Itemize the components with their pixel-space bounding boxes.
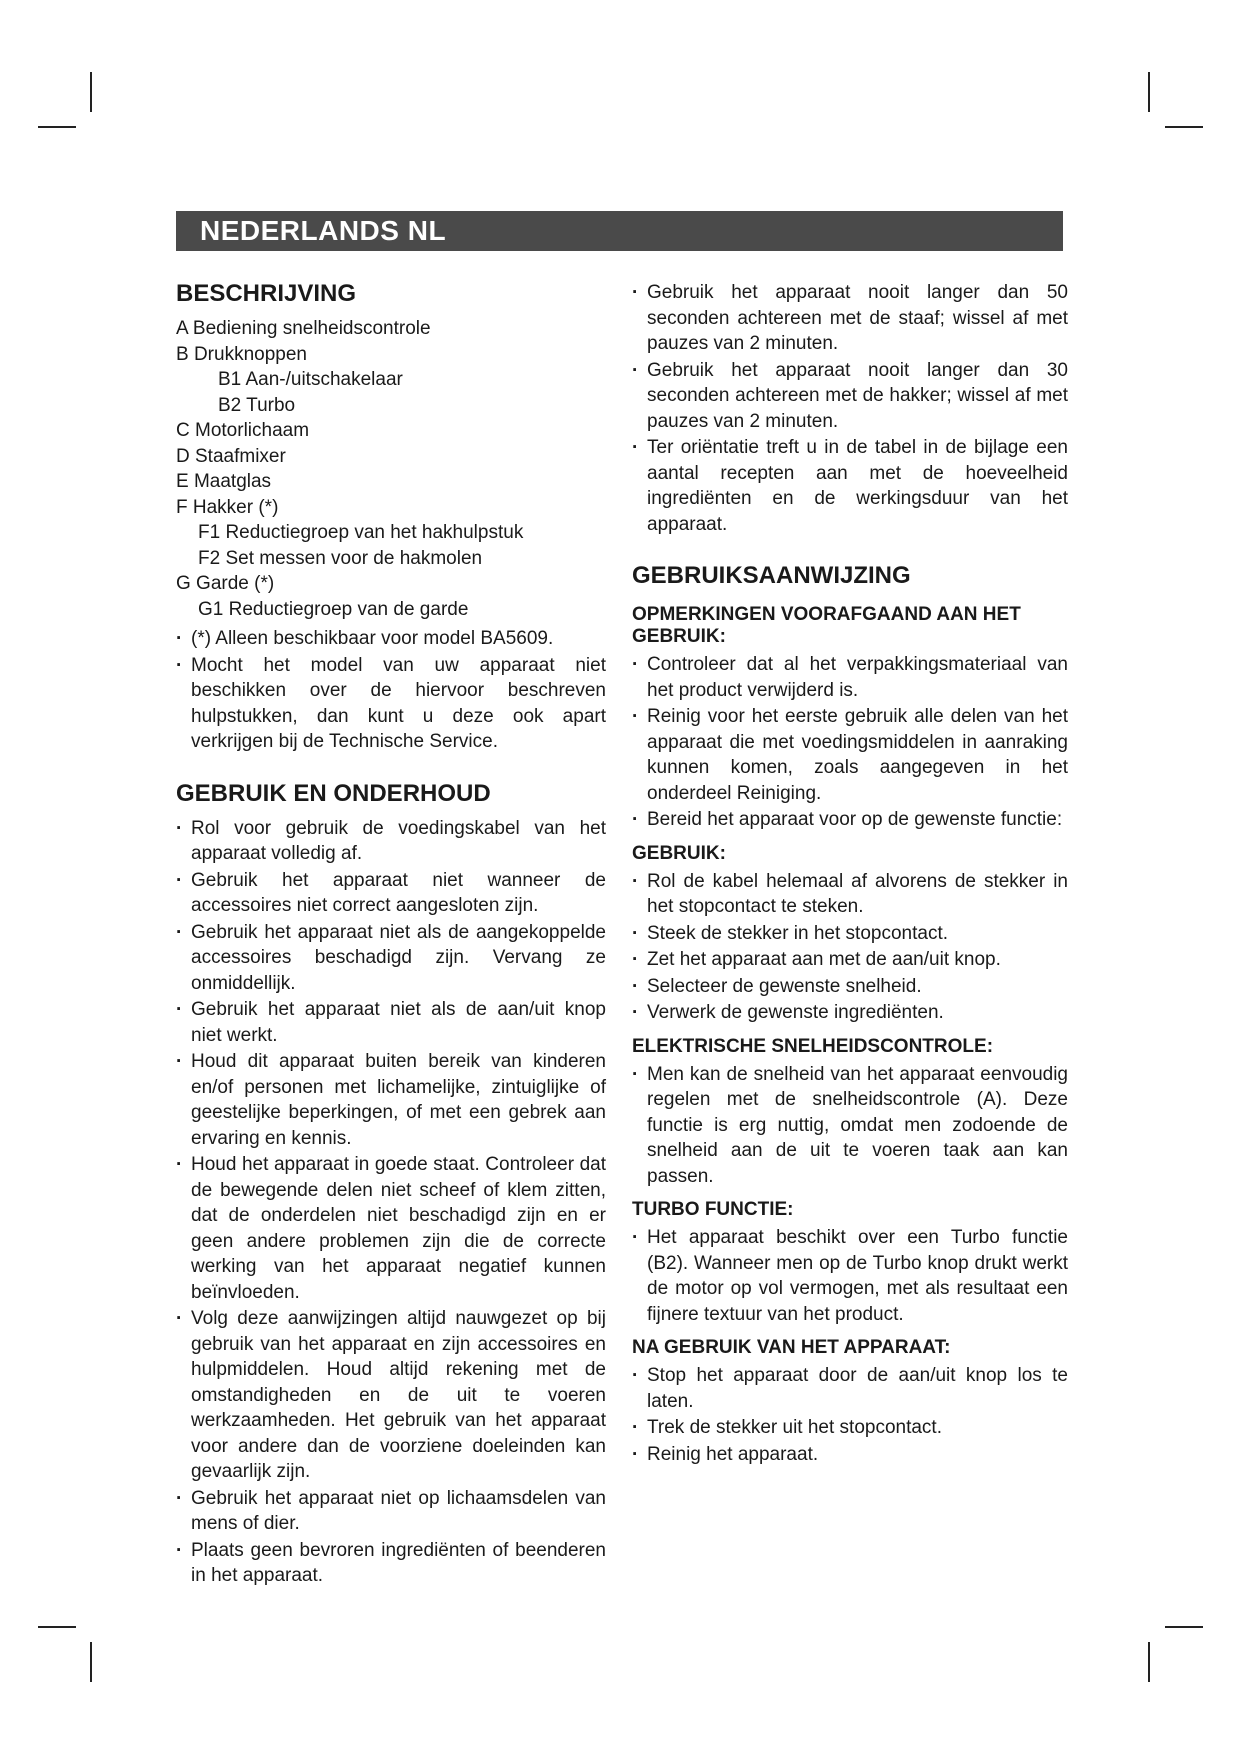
list-item: · Reinig voor het eerste gebruik alle delen van het apparaat die met voedingsmiddelen in aanraking kunnen komen, zoals aangegeven in het onderdeel Reiniging. <box>632 704 1068 806</box>
part-item: B1 Aan-/uitschakelaar <box>218 369 403 390</box>
turbo-list <box>632 1225 1068 1327</box>
pre-use-heading: OPMERKINGEN VOORAFGAAND AAN HET GEBRUIK: <box>632 604 1021 647</box>
list-item: · Gebruik het apparaat nooit langer dan 30 seconden achtereen met de hakker; wissel af met pauzes van 2 minuten. <box>632 358 1068 435</box>
part-item: B Drukknoppen <box>176 343 307 365</box>
part-item: D Staafmixer <box>176 445 286 467</box>
usage-limits-list <box>632 280 1068 537</box>
speed-control-list <box>632 1062 1068 1190</box>
list-item: · Zet het apparaat aan met de aan/uit knop. <box>632 947 1068 973</box>
instructions-heading: GEBRUIKSAANWIJZING <box>632 562 911 589</box>
list-item: · Men kan de snelheid van het apparaat eenvoudig regelen met de snelheidscontrole (A). Deze functie is erg nuttig, omdat men zodoende de snelheid aan de uit te voeren taak aan kan passen. <box>632 1062 1068 1190</box>
list-item: · Ter oriëntatie treft u in de tabel in de bijlage een aantal recepten aan met de hoeveelheid ingrediënten en de werkingsduur van het apparaat. <box>632 435 1068 537</box>
list-item: · Plaats geen bevroren ingrediënten of beenderen in het apparaat. <box>176 1538 606 1589</box>
turbo-heading: TURBO FUNCTIE: <box>632 1199 794 1220</box>
list-item: · Rol de kabel helemaal af alvorens de stekker in het stopcontact te steken. <box>632 869 1068 920</box>
part-item: B2 Turbo <box>218 394 296 416</box>
list-item: · Volg deze aanwijzingen altijd nauwgezet op bij gebruik van het apparaat en zijn accessoires en hulpmiddelen. Houd altijd rekening met de omstandigheden en de uit te voeren werkzaamheden. Het gebruik van het apparaat voor andere dan de voorziene doeleinden kan gevaarlijk zijn. <box>176 1306 606 1485</box>
part-item: F Hakker (*) <box>176 496 279 518</box>
use-heading: GEBRUIK: <box>632 842 726 864</box>
pre-use-list <box>632 652 1068 833</box>
list-item: · Gebruik het apparaat nooit langer dan 50 seconden achtereen met de staaf; wissel af met pauzes van 2 minuten. <box>632 280 1068 357</box>
list-item: · Controleer dat al het verpakkingsmateriaal van het product verwijderd is. <box>632 652 1068 703</box>
left-column <box>176 280 606 1590</box>
list-item: · Verwerk de gewenste ingrediënten. <box>632 1000 1068 1026</box>
list-item: · Houd het apparaat in goede staat. Controleer dat de bewegende delen niet scheef of klem zitten, dat de onderdelen niet beschadigd zijn en er geen andere problemen zijn die de correcte werking van het apparaat negatief kunnen beïnvloeden. <box>176 1152 606 1305</box>
crop-mark-bottom-right-v <box>1148 1642 1150 1682</box>
list-item: · Trek de stekker uit het stopcontact. <box>632 1415 1068 1441</box>
crop-mark-top-right-v <box>1148 72 1150 112</box>
list-item: · Gebruik het apparaat niet wanneer de accessoires niet correct aangesloten zijn. <box>176 868 606 919</box>
crop-mark-top-left-h <box>38 126 76 128</box>
parts-list <box>176 316 606 622</box>
list-item: · Het apparaat beschikt over een Turbo functie (B2). Wanneer men op de Turbo knop drukt werkt de motor op vol vermogen, met als resultaat een fijnere textuur van het product. <box>632 1225 1068 1327</box>
part-item: F1 Reductiegroep van het hakhulpstuk <box>198 522 524 543</box>
list-item: · Selecteer de gewenste snelheid. <box>632 974 1068 1000</box>
use-list <box>632 869 1068 1026</box>
part-item: G1 Reductiegroep van de garde <box>198 598 469 620</box>
crop-mark-bottom-left-v <box>90 1642 92 1682</box>
list-item: · Gebruik het apparaat niet op lichaamsdelen van mens of dier. <box>176 1486 606 1537</box>
after-use-list <box>632 1363 1068 1467</box>
list-item: · Reinig het apparaat. <box>632 1442 1068 1468</box>
list-item: · Houd dit apparaat buiten bereik van kinderen en/of personen met lichamelijke, zintuiglijke of geestelijke beperkingen, of met een gebrek aan ervaring en kennis. <box>176 1049 606 1151</box>
list-item: · Steek de stekker in het stopcontact. <box>632 921 1068 947</box>
list-item: · Mocht het model van uw apparaat niet beschikken over de hiervoor beschreven hulpstukken, dan kunt u deze ook apart verkrijgen bij de Technische Service. <box>176 653 606 755</box>
use-maintenance-list <box>176 816 606 1589</box>
after-use-heading: NA GEBRUIK VAN HET APPARAAT: <box>632 1337 951 1358</box>
list-item: · Rol voor gebruik de voedingskabel van het apparaat volledig af. <box>176 816 606 867</box>
crop-mark-top-left-v <box>90 72 92 112</box>
list-item: · Gebruik het apparaat niet als de aan/uit knop niet werkt. <box>176 997 606 1048</box>
part-item: G Garde (*) <box>176 573 275 594</box>
language-banner: NEDERLANDS NL <box>176 211 1063 251</box>
part-item: E Maatglas <box>176 471 272 492</box>
part-item: A Bediening snelheidscontrole <box>176 318 431 339</box>
description-heading: BESCHRIJVING <box>176 280 357 307</box>
speed-control-heading: ELEKTRISCHE SNELHEIDSCONTROLE: <box>632 1035 994 1057</box>
part-item: F2 Set messen voor de hakmolen <box>198 547 483 569</box>
part-item: C Motorlichaam <box>176 420 310 441</box>
right-column <box>632 280 1068 1468</box>
list-item: · Gebruik het apparaat niet als de aangekoppelde accessoires beschadigd zijn. Vervang ze onmiddellijk. <box>176 920 606 997</box>
list-item: · Stop het apparaat door de aan/uit knop los te laten. <box>632 1363 1068 1414</box>
description-notes <box>176 626 606 755</box>
crop-mark-top-right-h <box>1165 126 1203 128</box>
list-item: · (*) Alleen beschikbaar voor model BA5609. <box>176 626 606 652</box>
list-item: · Bereid het apparaat voor op de gewenste functie: <box>632 807 1068 833</box>
crop-mark-bottom-right-h <box>1165 1626 1203 1628</box>
crop-mark-bottom-left-h <box>38 1626 76 1628</box>
use-maintenance-heading: GEBRUIK EN ONDERHOUD <box>176 779 491 807</box>
